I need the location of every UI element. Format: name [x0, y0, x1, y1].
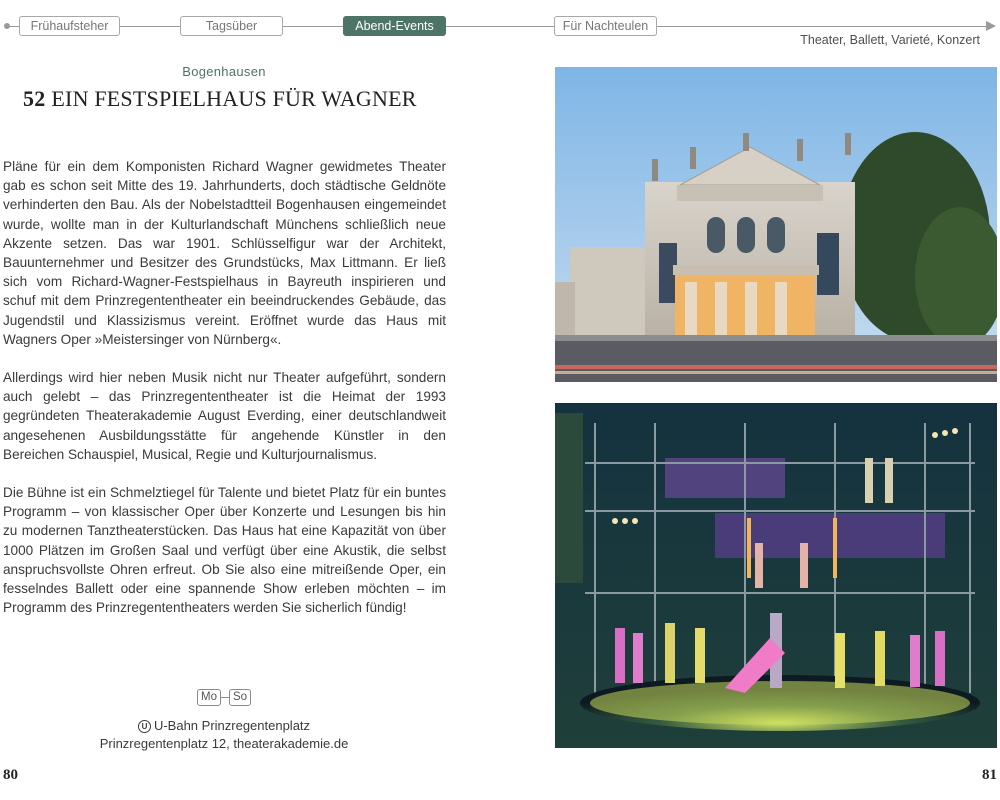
- timeline-start-dot: [4, 23, 10, 29]
- opening-days: [197, 687, 251, 707]
- paragraph-2: Allerdings wird hier neben Musik nicht nur Theater aufgeführt, sondern auch gelebt – das Prinzregententheater ist die Heimat der 1993 gegründeten Theaterakademie August Everding, einer deutschlandweit angesehenen Ausbildungsstätte für angehende Künstler in den Bereichen Schauspiel, Musical, Regie und Kulturjournalismus.: [3, 370, 446, 462]
- timeline-arrow-icon: [986, 21, 996, 31]
- day-from: Mo: [197, 689, 221, 706]
- ubahn-icon: U: [138, 720, 151, 733]
- address: Prinzregentenplatz 12, theaterakademie.de: [99, 736, 349, 751]
- tab-fuer-nachteulen[interactable]: Für Nachteulen: [554, 16, 657, 36]
- paragraph-3: Die Bühne ist ein Schmelztiegel für Talente und bietet Platz für ein buntes Programm – von klassischer Oper über Konzerte und Lesungen bis hin zu modernen Tanztheaterstücken. Das Haus hat eine Kapazität von über 1000 Plätzen im Großen Saal und verfügt über eine Akustik, die selbst anspruchsvollste Ohren erfreut. Ob Sie also eine mitreißende Oper, ein fesselndes Ballett oder eine spannende Show erleben möchten – im Programm des Prinzregententheaters werden Sie sicherlich fündig!: [3, 485, 446, 616]
- theater-exterior-photo: [555, 67, 997, 382]
- page-number-left: 80: [3, 767, 18, 783]
- timeline-line: [8, 26, 992, 27]
- body-text: [3, 157, 446, 636]
- stage-performance-photo: [555, 403, 997, 748]
- entry-title: EIN FESTSPIELHAUS FÜR WAGNER: [51, 86, 417, 111]
- tab-abend-events[interactable]: Abend-Events: [343, 16, 446, 36]
- day-to: So: [229, 689, 251, 706]
- transit-label: U-Bahn Prinzregentenplatz: [153, 718, 311, 733]
- tab-fruehaufsteher[interactable]: Frühaufsteher: [19, 16, 120, 36]
- paragraph-1: Pläne für ein dem Komponisten Richard Wagner gewidmetes Theater gab es schon seit Mitte des 19. Jahrhunderts, doch städtische Geldnöte verhinderten den Bau. Als der Nobelstadtteil Bogenhausen eingemeindet wurde, wollte man in der Kulturlandschaft Münchens schließlich neue Akzente setzen. Das war 1901. Schlüsselfigur war der Architekt, Bauunternehmer und Besitzer des Grundstücks, Max Littmann. Er ließ sich vom Richard-Wagner-Festspielhaus in Bayreuth inspirieren und schuf mit dem Prinzregententheater ein beeindruckendes Gebäude, das Jugendstil und Klassizismus vereint. Eröffnet wurde das Haus mit Wagners Oper »Meistersinger von Nürnberg«.: [3, 159, 446, 347]
- entry-heading: [23, 86, 417, 112]
- transit-info: [0, 718, 448, 733]
- day-range-connector: [221, 697, 229, 698]
- category-note: Theater, Ballett, Varieté, Konzert: [800, 33, 980, 47]
- tab-tagsueber[interactable]: Tagsüber: [180, 16, 283, 36]
- entry-number: 52: [23, 86, 46, 111]
- page-number-right: 81: [982, 767, 997, 783]
- district-label: Bogenhausen: [182, 64, 266, 79]
